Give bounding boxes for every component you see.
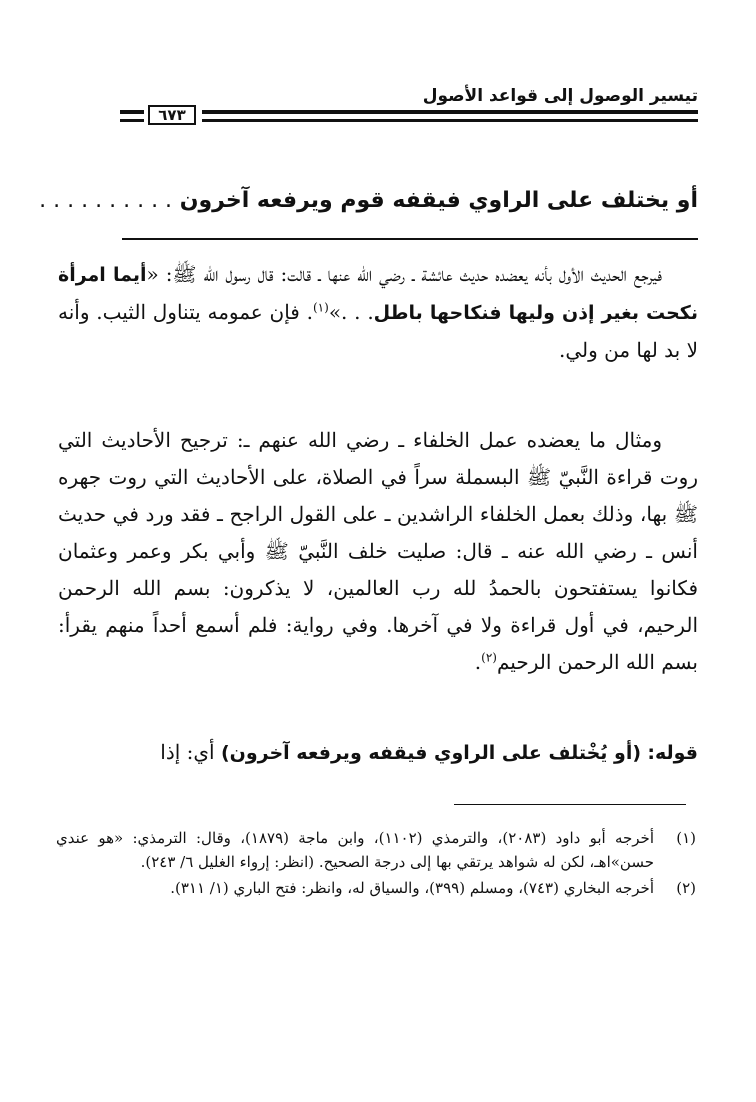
footnotes — [56, 826, 696, 902]
footnote-1-number: (١) — [676, 829, 696, 847]
paragraph1-text-a: فيرجع الحديث الأول بأنه يعضده حديث عائشة ـ رضي الله عنها ـ قالت: قال رسول الله ﷺ: « — [146, 262, 662, 286]
heading-underline — [122, 238, 698, 240]
running-title: تيسير الوصول إلى قواعد الأصول — [422, 86, 698, 106]
header-rule-left-upper — [120, 110, 144, 114]
paragraph2-end: . — [474, 650, 482, 674]
footnote-1-text: أخرجه أبو داود (٢٠٨٣)، والترمذي (١١٠٢)، وابن ماجة (١٨٧٩)، وقال: الترمذي: «هو عندي حسن»اهـ، لكن له شواهد يرتقي بها إلى درجة الصحيح. (انظر: إرواء الغليل ٦/ ٢٤٣). — [56, 829, 655, 871]
paragraph3-lead: قوله: — [647, 742, 698, 764]
paragraph-caliphs-example — [58, 422, 698, 681]
footnote-2-number: (٢) — [676, 879, 696, 897]
footnote-ref-1: (١) — [312, 300, 329, 315]
footnote-2-text: أخرجه البخاري (٧٤٣)، ومسلم (٣٩٩)، والسياق له، وانظر: فتح الباري (١/ ٣١١). — [170, 879, 654, 897]
footnote-separator — [454, 804, 686, 805]
footnote-2 — [56, 876, 696, 900]
header-rule-upper — [202, 110, 698, 114]
header-rule-lower — [202, 119, 698, 122]
paragraph-commentary — [58, 734, 698, 772]
section-heading-dots: . . . . . . . . . . — [39, 188, 173, 213]
paragraph1-text-c: . فإن عمومه يتناول الثيب. وأنه لا بد لها من ولي. — [58, 300, 698, 362]
paragraph3-tail: أي: إذا — [160, 740, 215, 764]
paragraph3-bold-quote: (أو يُخْتلف على الراوي فيقفه ويرفعه آخرون) — [220, 742, 642, 764]
section-heading — [39, 188, 698, 213]
paragraph2-text: ومثال ما يعضده عمل الخلفاء ـ رضي الله عنهم ـ: ترجيح الأحاديث التي روت قراءة النَّبيّ ﷺ البسملة سراً في الصلاة، على الأحاديث التي روت جهره ﷺ بها، وذلك بعمل الخلفاء الراشدين ـ على القول الراجح ـ فقد ورد في حديث أنس ـ رضي الله عنه ـ قال: صليت خلف النَّبيّ ﷺ وأبي بكر وعمر وعثمان فكانوا يستفتحون بالحمدُ لله رب العالمين، لا يذكرون: بسم الله الرحمن الرحيم، في أول قراءة ولا في آخرها. وفي رواية: فلم أسمع أحداً منهم يقرأ: بسم الله الرحمن الرحيم — [58, 428, 698, 674]
header-rule-left-lower — [120, 119, 144, 122]
footnote-ref-2: (٢) — [481, 650, 497, 665]
section-heading-text: أو يختلف على الراوي فيقفه قوم ويرفعه آخرون — [179, 188, 698, 213]
hadith-quote-bold: أيما امرأة نكحت بغير إذن وليها فنكاحها باطل — [58, 264, 698, 324]
paragraph-aisha-hadith — [58, 256, 698, 369]
paragraph1-text-b: . . .» — [328, 300, 374, 324]
footnote-1 — [56, 826, 696, 874]
page-number: ٦٧٣ — [148, 105, 196, 125]
